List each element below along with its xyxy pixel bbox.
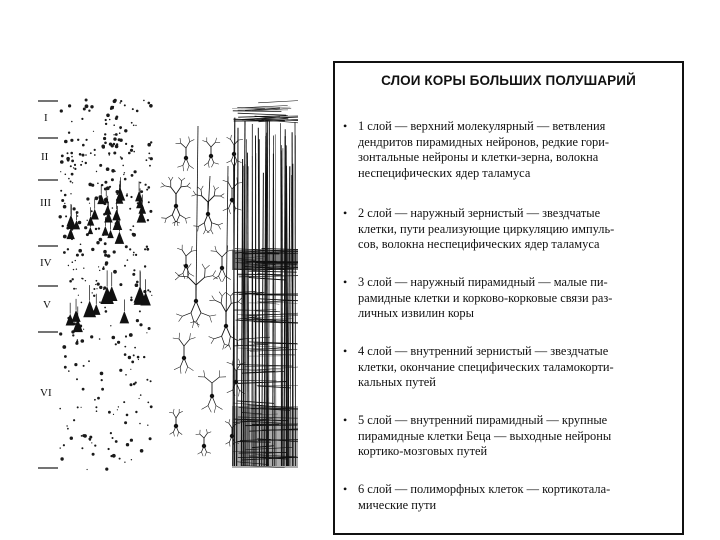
layer-labels <box>40 112 52 399</box>
layer-description-6: • 6 слой — полиморфных клеток — кортикотала- мические пути <box>343 482 611 512</box>
fiber-stain-column <box>232 101 298 468</box>
cortex-layers-illustration <box>36 96 304 474</box>
bullet-icon: • <box>343 413 348 427</box>
bullet-icon: • <box>343 206 348 220</box>
cell-body-stain-column <box>59 99 153 471</box>
layer-description-4: • 4 слой — внутренний зернистый — звездчатые клетки, окончание специфических таламокорти- кальных путей <box>343 344 614 390</box>
layer-description-3: • 3 слой — наружный пирамидный — малые пи- рамидные клетки и корково-корковые связи раз- личных извилин коры <box>343 275 613 321</box>
bullet-icon: • <box>343 344 348 358</box>
layer-label-3: III <box>40 197 51 209</box>
layer-description-2: • 2 слой — наружный зернистый — звездчатые клетки, пути реализующие циркуляцию импуль- сов, волокна неспецифических ядер таламуса <box>343 206 615 252</box>
layers-description-panel <box>333 61 684 535</box>
layer-label-5: V <box>43 299 51 311</box>
bullet-icon: • <box>343 482 348 496</box>
bullet-icon: • <box>343 275 348 289</box>
panel-title: СЛОИ КОРЫ БОЛЬШИХ ПОЛУШАРИЙ <box>381 73 636 88</box>
layer-description-5: • 5 слой — внутренний пирамидный — крупные пирамидные клетки Беца — выходные нейроны кортико-мозговых путей <box>343 413 612 459</box>
layer-label-4: IV <box>40 257 52 269</box>
layer-label-2: II <box>41 151 49 163</box>
bullet-icon: • <box>343 119 348 133</box>
layer-label-6: VI <box>40 387 52 399</box>
layer-label-1: I <box>44 112 48 124</box>
layer-description-1: • 1 слой — верхний молекулярный — ветвления дендритов пирамидных нейронов, редкие гори- зонтальные нейроны и клетки-зерна, волокна неспецифических ядер таламуса <box>343 119 609 180</box>
